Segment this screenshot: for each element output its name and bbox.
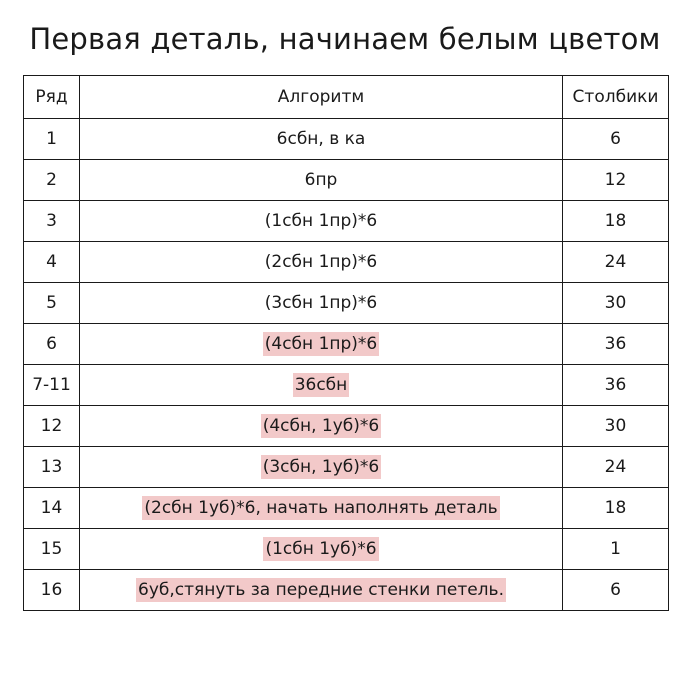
algorithm-cell bbox=[80, 365, 563, 406]
algorithm-cell bbox=[80, 283, 563, 324]
row-number-cell: 13 bbox=[24, 447, 80, 488]
stitches-cell: 1 bbox=[563, 529, 669, 570]
stitches-cell: 6 bbox=[563, 119, 669, 160]
algorithm-text: (3сбн 1пр)*6 bbox=[264, 293, 378, 313]
algorithm-text: (1сбн 1пр)*6 bbox=[264, 211, 378, 231]
header-row-number: Ряд bbox=[24, 76, 80, 119]
stitches-cell: 36 bbox=[563, 365, 669, 406]
table-header-row bbox=[24, 76, 669, 119]
stitches-cell: 36 bbox=[563, 324, 669, 365]
table-row bbox=[24, 242, 669, 283]
stitches-cell: 6 bbox=[563, 570, 669, 611]
algorithm-text: 36сбн bbox=[294, 375, 348, 395]
row-number-cell: 2 bbox=[24, 160, 80, 201]
row-number-cell: 15 bbox=[24, 529, 80, 570]
row-number-cell: 5 bbox=[24, 283, 80, 324]
algorithm-text: (4сбн, 1уб)*6 bbox=[262, 416, 380, 436]
pattern-table bbox=[23, 75, 669, 611]
row-number-cell: 6 bbox=[24, 324, 80, 365]
header-algorithm: Алгоритм bbox=[80, 76, 563, 119]
algorithm-text: 6пр bbox=[304, 170, 338, 190]
algorithm-cell bbox=[80, 488, 563, 529]
table-row bbox=[24, 119, 669, 160]
algorithm-cell bbox=[80, 529, 563, 570]
table-row bbox=[24, 447, 669, 488]
stitches-cell: 18 bbox=[563, 488, 669, 529]
stitches-cell: 24 bbox=[563, 447, 669, 488]
algorithm-text: (3сбн, 1уб)*6 bbox=[262, 457, 380, 477]
table-row bbox=[24, 570, 669, 611]
table-row bbox=[24, 529, 669, 570]
algorithm-cell bbox=[80, 119, 563, 160]
table-row bbox=[24, 283, 669, 324]
stitches-cell: 24 bbox=[563, 242, 669, 283]
page-title: Первая деталь, начинаем белым цветом bbox=[29, 22, 661, 56]
table-row bbox=[24, 406, 669, 447]
table-row bbox=[24, 201, 669, 242]
stitches-cell: 12 bbox=[563, 160, 669, 201]
stitches-cell: 18 bbox=[563, 201, 669, 242]
stitches-cell: 30 bbox=[563, 283, 669, 324]
algorithm-cell bbox=[80, 160, 563, 201]
algorithm-cell bbox=[80, 242, 563, 283]
algorithm-text: (1сбн 1уб)*6 bbox=[265, 539, 377, 559]
algorithm-cell bbox=[80, 324, 563, 365]
table-row bbox=[24, 488, 669, 529]
table-row bbox=[24, 365, 669, 406]
algorithm-text: (2сбн 1уб)*6, начать наполнять деталь bbox=[144, 498, 498, 518]
table-row bbox=[24, 324, 669, 365]
row-number-cell: 1 bbox=[24, 119, 80, 160]
algorithm-text: (4сбн 1пр)*6 bbox=[264, 334, 378, 354]
row-number-cell: 3 bbox=[24, 201, 80, 242]
algorithm-text: 6уб,стянуть за передние стенки петель. bbox=[138, 580, 504, 600]
row-number-cell: 4 bbox=[24, 242, 80, 283]
header-stitches: Столбики bbox=[563, 76, 669, 119]
algorithm-cell bbox=[80, 406, 563, 447]
algorithm-text: (2сбн 1пр)*6 bbox=[264, 252, 378, 272]
row-number-cell: 7-11 bbox=[24, 365, 80, 406]
table-row bbox=[24, 160, 669, 201]
row-number-cell: 14 bbox=[24, 488, 80, 529]
algorithm-cell bbox=[80, 201, 563, 242]
row-number-cell: 12 bbox=[24, 406, 80, 447]
algorithm-cell bbox=[80, 447, 563, 488]
algorithm-text: 6сбн, в ка bbox=[276, 129, 366, 149]
row-number-cell: 16 bbox=[24, 570, 80, 611]
algorithm-cell bbox=[80, 570, 563, 611]
stitches-cell: 30 bbox=[563, 406, 669, 447]
